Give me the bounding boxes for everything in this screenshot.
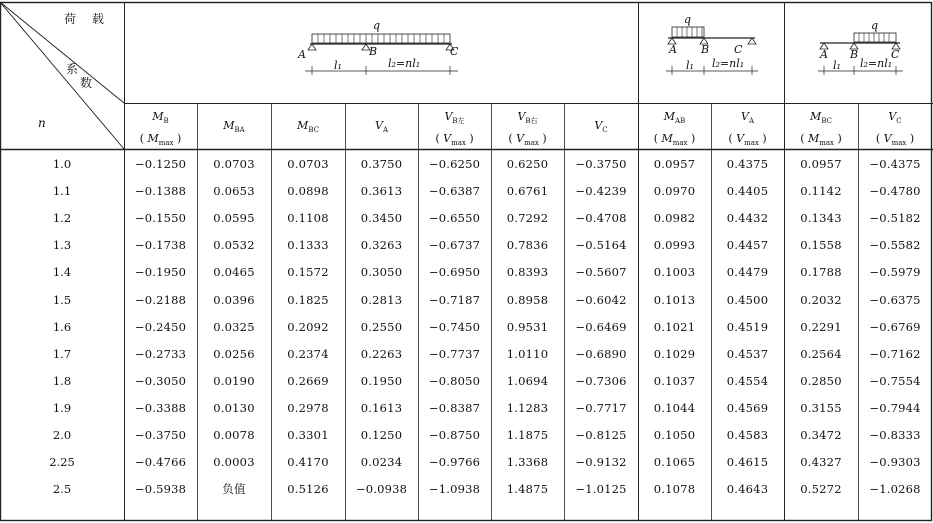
table-cell: 0.3472 [800,428,842,442]
table-cell: 0.1044 [653,400,696,415]
table-cell: −0.8333 [869,428,921,442]
table-cell: −0.7450 [428,319,481,334]
table-cell: −0.5182 [869,211,921,226]
column-header: $M_{BA}$ [223,119,245,135]
table-cell: −0.7554 [869,373,921,388]
table-cell: −0.8750 [428,428,481,442]
table-cell: −0.4239 [575,184,627,199]
diagram-span1-l2: l₂=nl₁ [712,57,745,70]
table-cell: 0.1013 [653,292,696,307]
row-n-value: 2.5 [52,482,72,497]
table-cell: 0.1108 [287,211,329,226]
table-cell: 0.3750 [360,157,403,171]
column-header: $V_{B右}$ ( $V_{max}$ ) [508,110,547,148]
table-cell: −0.2188 [134,292,187,307]
table-cell: 0.0078 [213,428,255,442]
table-cell: −0.5582 [869,238,921,253]
table-cell: −0.4766 [134,455,187,470]
table-cell: 0.1558 [800,238,842,253]
diagram-full-c: C [450,45,459,58]
table-cell: −1.0125 [575,482,627,497]
table-cell: 0.4375 [726,157,769,171]
diagram-span1-l1: l₁ [686,59,694,72]
table-cell: 0.1343 [800,211,842,226]
table-cell: −0.3750 [575,157,627,171]
column-header: $M_B$ ( $M_{max}$ ) [139,110,182,148]
table-cell: 0.3050 [360,265,403,280]
table-cell: 0.0970 [653,184,696,199]
table-cell: 负值 [222,482,246,497]
table-cell: 1.3368 [506,455,549,470]
table-cell: 0.0957 [800,157,842,171]
table-cell: 0.4170 [287,455,329,470]
diagram-span2-b: B [850,48,859,61]
table-cell: 0.2092 [287,319,329,334]
table-cell: 0.3450 [360,211,403,226]
load-label: 荷 载 [64,12,110,26]
column-header: $V_C$ [594,119,608,135]
table-cell: 0.4457 [726,238,769,253]
table-cell: 0.1613 [360,400,403,415]
coef-label-bottom: 数 [80,76,99,90]
table-cell: 0.0190 [213,373,255,388]
table-cell: −0.1250 [134,157,187,171]
table-cell: −0.5607 [575,265,627,280]
table-cell: −0.6550 [428,211,481,226]
table-cell: 1.1875 [506,428,549,442]
table-cell: 0.4479 [726,265,769,280]
table-cell: −0.6387 [428,184,481,199]
table-cell: 0.0703 [287,157,329,171]
row-n-value: 1.0 [52,157,72,171]
table-cell: −0.3050 [134,373,187,388]
table-cell: −0.6769 [869,319,921,334]
column-header: $V_{B左}$ ( $V_{max}$ ) [435,110,474,148]
table-cell: 0.0325 [213,319,255,334]
row-n-value: 1.6 [52,319,72,334]
diagram-full-q: q [373,19,381,32]
table-cell: −0.3750 [134,428,187,442]
table-cell: 0.0982 [653,211,696,226]
table-cell: −0.7162 [869,346,921,361]
table-cell: 0.4583 [726,428,769,442]
table-cell: 0.5272 [800,482,842,497]
table-cell: −0.4708 [575,211,627,226]
diagram-span2-a: A [820,48,828,61]
table-cell: 0.0396 [213,292,255,307]
table-cell: −1.0268 [869,482,921,497]
table-cell: 0.1788 [800,265,842,280]
table-cell: 0.3263 [360,238,403,253]
table-cell: 0.0993 [653,238,696,253]
coef-label-top: 系 [66,62,85,76]
table-cell: 0.2813 [360,292,403,307]
table-cell: 0.0130 [213,400,255,415]
row-n-value: 1.5 [52,292,72,307]
table-cell: −0.9303 [869,455,921,470]
table-cell: 0.7292 [506,211,549,226]
table-cell: 0.4537 [726,346,769,361]
table-cell: −0.5938 [134,482,187,497]
table-cell: −0.1388 [134,184,187,199]
table-cell: 0.3155 [800,400,842,415]
table-cell: −0.1738 [134,238,187,253]
table-cell: 0.4643 [726,482,769,497]
table-cell: 0.4569 [726,400,769,415]
table-cell: 0.5126 [287,482,329,497]
table-cell: 0.4554 [726,373,769,388]
table-cell: −0.6375 [869,292,921,307]
column-header: $M_{AB}$ ( $M_{max}$ ) [653,110,696,148]
table-cell: 0.1021 [653,319,696,334]
diagram-full-a: A [298,48,306,61]
row-n-value: 1.1 [52,184,72,199]
table-cell: 0.6250 [506,157,549,171]
table-cell: 0.1250 [360,428,403,442]
diagram-span2-l1: l₁ [833,59,841,72]
row-n-value: 1.9 [52,400,72,415]
table-cell: 1.1283 [506,400,549,415]
row-n-value: 1.7 [52,346,72,361]
table-cell: 0.0653 [213,184,255,199]
diagram-full-b: B [369,45,378,58]
table-cell: 0.2550 [360,319,403,334]
table-cell: −0.4375 [869,157,921,171]
row-n-value: 2.25 [49,455,75,470]
table-cell: 0.1333 [287,238,329,253]
table-cell: 0.2850 [800,373,842,388]
table-cell: 0.0003 [213,455,255,470]
table-cell: −0.6042 [575,292,627,307]
table-cell: −0.8387 [428,400,481,415]
table-cell: −0.8125 [575,428,627,442]
row-n-value: 2.0 [52,428,72,442]
table-cell: 1.0110 [506,346,549,361]
table-cell: −0.8050 [428,373,481,388]
table-cell: −0.1550 [134,211,187,226]
table-cell: −0.7717 [575,400,627,415]
column-header: $V_A$ [374,119,388,135]
table-cell: −0.6469 [575,319,627,334]
table-cell: 0.3613 [360,184,403,199]
table-cell: 0.1029 [653,346,696,361]
beam-diagram-full [305,34,458,75]
table-cell: −0.1950 [134,265,187,280]
n-label: n [38,116,46,130]
table-cell: 0.1065 [653,455,696,470]
table-cell: 0.4615 [726,455,769,470]
table-cell: 0.0234 [360,455,403,470]
column-header: $V_C$ ( $V_{max}$ ) [875,110,915,148]
table-cell: −0.2450 [134,319,187,334]
table-cell: 0.7836 [506,238,549,253]
diagram-span2-q: q [871,19,879,32]
table-cell: −0.7306 [575,373,627,388]
table-cell: 0.4432 [726,211,769,226]
row-n-value: 1.8 [52,373,72,388]
table-cell: 0.2291 [800,319,842,334]
row-n-value: 1.2 [52,211,72,226]
column-header: $M_{BC}$ ( $M_{max}$ ) [800,110,842,148]
table-cell: 0.9531 [506,319,549,334]
table-cell: −0.9132 [575,455,627,470]
table-cell: −0.7944 [869,400,921,415]
table-cell: −0.2733 [134,346,187,361]
row-n-value: 1.4 [52,265,72,280]
table-cell: −0.0938 [355,482,408,497]
diagram-span2-c: C [891,48,900,61]
table-cell: 0.1037 [653,373,696,388]
diagram-span1-c: C [734,43,743,56]
table-cell: 0.0703 [213,157,255,171]
table-cell: 0.2564 [800,346,842,361]
table-cell: 0.4327 [800,455,842,470]
table-cell: −1.0938 [428,482,481,497]
table-cell: 0.8958 [506,292,549,307]
table-cell: 0.1003 [653,265,696,280]
table-cell: −0.7187 [428,292,481,307]
table-cell: 0.2374 [287,346,329,361]
diagram-span1-a: A [669,43,677,56]
table-cell: 0.1950 [360,373,403,388]
table-cell: −0.5979 [869,265,921,280]
column-header: $V_A$ ( $V_{max}$ ) [728,110,767,148]
table-cell: 0.0957 [653,157,696,171]
table-cell: 1.0694 [506,373,549,388]
table-cell: 0.2263 [360,346,403,361]
table-cell: 0.1142 [800,184,842,199]
table-cell: 0.4500 [726,292,769,307]
table-cell: 0.0595 [213,211,255,226]
table-cell: 0.6761 [506,184,549,199]
table-cell: 0.3301 [287,428,329,442]
table-cell: 0.2669 [287,373,329,388]
table-cell: −0.3388 [134,400,187,415]
table-cell: 0.1825 [287,292,329,307]
table-cell: −0.6737 [428,238,481,253]
table-cell: −0.9766 [428,455,481,470]
table-cell: 0.2978 [287,400,329,415]
table-cell: −0.6950 [428,265,481,280]
table-cell: 0.1572 [287,265,329,280]
table-cell: 0.8393 [506,265,549,280]
diagram-full-l1: l₁ [334,59,342,72]
table-cell: 0.4405 [726,184,769,199]
row-n-value: 1.3 [52,238,72,253]
table-cell: 0.0256 [213,346,255,361]
table-cell: 0.4519 [726,319,769,334]
table-cell: 0.0532 [213,238,255,253]
diagram-span2-l2: l₂=nl₁ [860,57,893,70]
table-cell: 0.2032 [800,292,842,307]
table-cell: 0.0898 [287,184,329,199]
table-cell: −0.4780 [869,184,921,199]
table-cell: 0.0465 [213,265,255,280]
table-cell: −0.6250 [428,157,481,171]
table-cell: −0.7737 [428,346,481,361]
diagram-span1-b: B [701,43,710,56]
table-cell: 0.1078 [653,482,696,497]
table-cell: −0.6890 [575,346,627,361]
column-header: $M_{BC}$ [297,119,319,135]
table-cell: 1.4875 [506,482,549,497]
diagram-span1-q: q [684,13,692,26]
table-cell: 0.1050 [653,428,696,442]
diagram-full-l2: l₂=nl₁ [388,57,421,70]
table-cell: −0.5164 [575,238,627,253]
